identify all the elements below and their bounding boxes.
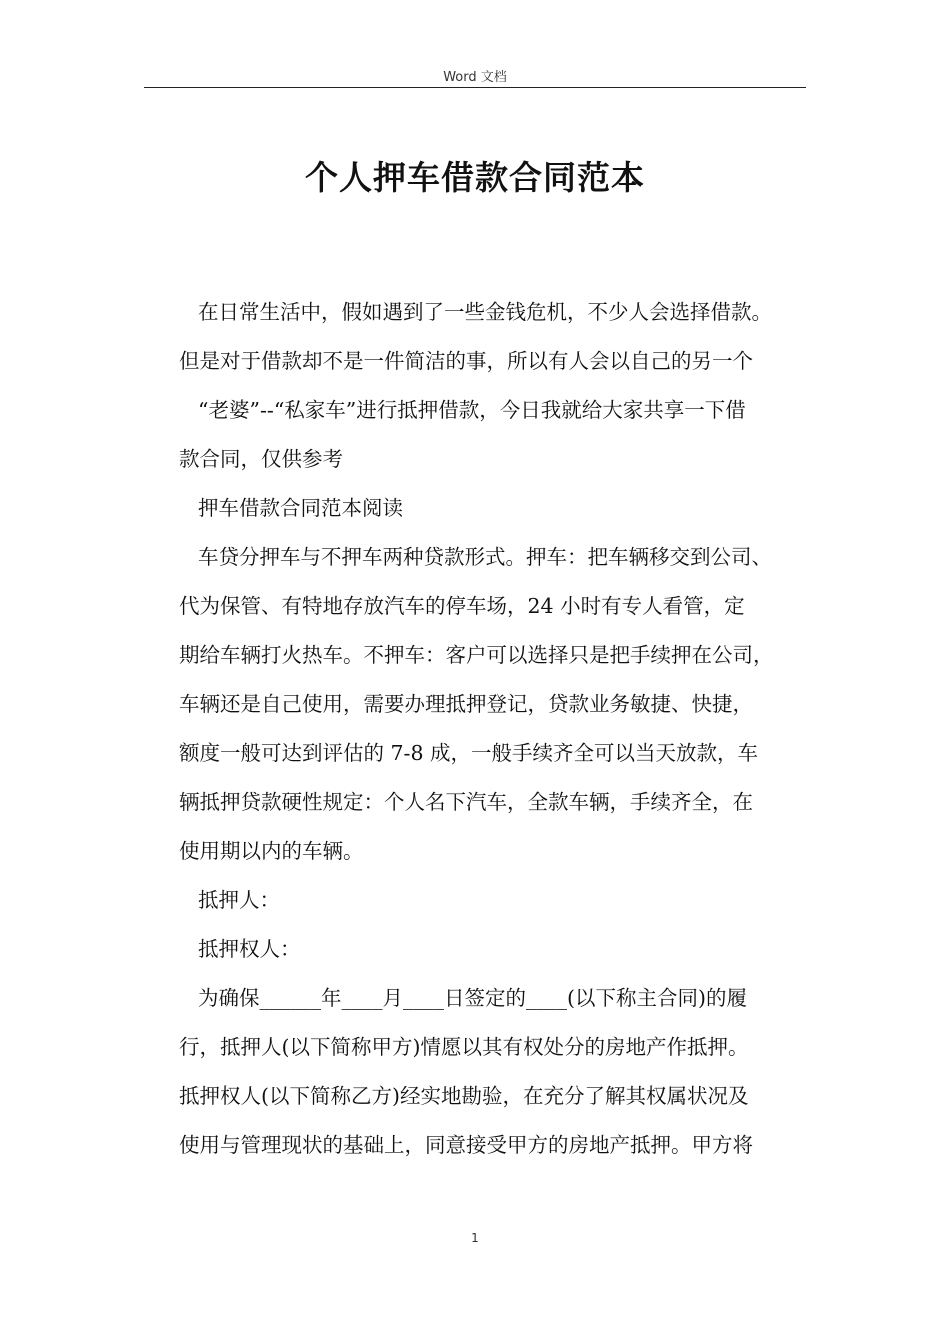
- body-line: 额度一般可达到评估的 7-8 成，一般手续齐全可以当天放款，车: [179, 741, 759, 765]
- body-line: 车辆还是自己使用，需要办理抵押登记，贷款业务敏捷、快捷，: [179, 692, 753, 716]
- section-heading: 押车借款合同范本阅读: [198, 496, 403, 520]
- body-line: “老婆”--“私家车”进行抵押借款，今日我就给大家共享一下借: [198, 398, 746, 422]
- body-line: 抵押权人(以下简称乙方)经实地勘验，在充分了解其权属状况及: [179, 1084, 749, 1108]
- body-line: 但是对于借款却不是一件简洁的事，所以有人会以自己的另一个: [179, 349, 753, 373]
- body-line: 行，抵押人(以下简称甲方)情愿以其有权处分的房地产作抵押。: [179, 1035, 749, 1059]
- body-line: 辆抵押贷款硬性规定：个人名下汽车，全款车辆，手续齐全，在: [179, 790, 753, 814]
- mortgagor-label: 抵押人：: [198, 888, 280, 912]
- document-title: 个人押车借款合同范本: [305, 158, 645, 197]
- body-line: 期给车辆打火热车。不押车：客户可以选择只是把手续押在公司，: [179, 643, 774, 667]
- body-line: 使用与管理现状的基础上，同意接受甲方的房地产抵押。甲方将: [179, 1133, 753, 1157]
- body-line: 在日常生活中，假如遇到了一些金钱危机，不少人会选择借款。: [198, 300, 772, 324]
- body-line: 代为保管、有特地存放汽车的停车场，24 小时有专人看管，定: [179, 594, 745, 618]
- page-header-label: Word 文档: [443, 70, 507, 85]
- body-line: 为确保______年____月____日签定的____(以下称主合同)的履: [198, 986, 747, 1010]
- body-line: 使用期以内的车辆。: [179, 839, 364, 863]
- body-line: 车贷分押车与不押车两种贷款形式。押车：把车辆移交到公司、: [198, 545, 772, 569]
- page-number: 1: [471, 1231, 479, 1245]
- body-line: 款合同，仅供参考: [179, 447, 343, 471]
- header-divider: [144, 87, 806, 88]
- document-body: [179, 288, 819, 1170]
- mortgagee-label: 抵押权人：: [198, 937, 301, 961]
